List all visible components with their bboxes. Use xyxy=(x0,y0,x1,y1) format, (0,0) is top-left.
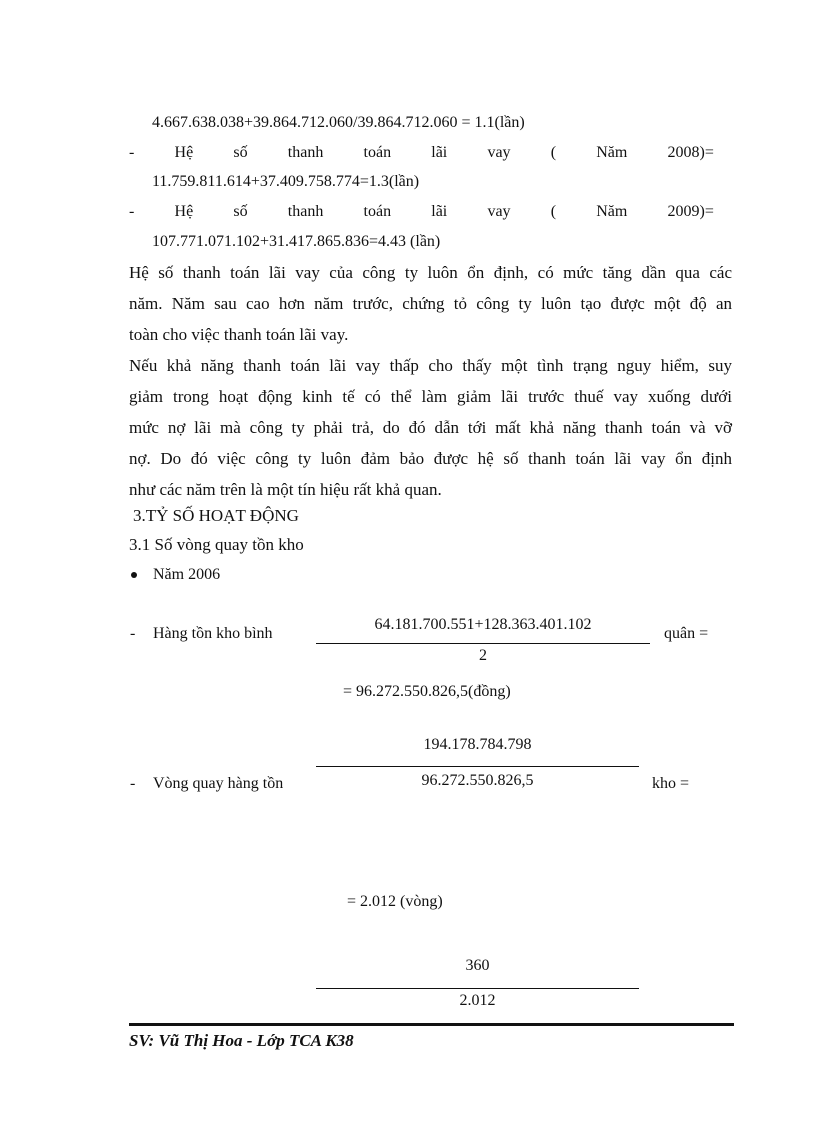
word: số xyxy=(233,144,248,161)
days-denominator: 2.012 xyxy=(459,992,496,1009)
word: thanh xyxy=(287,144,324,161)
formula-line-2009-value: 107.771.071.102+31.417.865.836=4.43 (lần) xyxy=(152,233,441,250)
paragraph-2-line-3: mức nợ lãi mà công ty phải trả, do đó dẫn tới mất khả năng thanh toán và vỡ xyxy=(129,418,732,437)
formula-line-1: 4.667.638.038+39.864.712.060/39.864.712.060 = 1.1(lần) xyxy=(152,114,525,131)
footer-text: SV: Vũ Thị Hoa - Lớp TCA K38 xyxy=(129,1031,354,1050)
bullet-text: Năm 2006 xyxy=(153,566,221,583)
word: toán xyxy=(363,144,392,161)
dash: - xyxy=(130,775,136,792)
formula-row-2009 xyxy=(129,203,714,221)
dash: - xyxy=(129,203,135,220)
word: vay xyxy=(487,203,511,220)
word: vay xyxy=(487,144,511,161)
inventory-avg-label: Hàng tồn kho bình xyxy=(153,625,273,642)
paragraph-2-line-4: nợ. Do đó việc công ty luôn đảm bảo được hệ số thanh toán lãi vay ổn định xyxy=(129,449,732,468)
fraction-bar xyxy=(316,643,650,644)
word: ( xyxy=(550,203,557,220)
inventory-avg-denominator: 2 xyxy=(479,647,487,664)
fraction-bar xyxy=(316,988,639,989)
paragraph-1-line-2: năm. Năm sau cao hơn năm trước, chứng tỏ công ty luôn tạo được một độ an xyxy=(129,294,732,313)
word: 2009)= xyxy=(667,203,714,220)
word: 2008)= xyxy=(667,144,714,161)
word: toán xyxy=(363,203,392,220)
turnover-label: Vòng quay hàng tồn xyxy=(153,775,284,792)
paragraph-1-line-3: toàn cho việc thanh toán lãi vay. xyxy=(129,325,349,344)
fraction-bar xyxy=(316,766,639,767)
word: Năm xyxy=(596,203,628,220)
turnover-result: = 2.012 (vòng) xyxy=(347,893,443,910)
dash: - xyxy=(130,625,136,642)
subsection-heading: 3.1 Số vòng quay tồn kho xyxy=(129,535,304,554)
paragraph-2-line-1: Nếu khả năng thanh toán lãi vay thấp cho thấy một tình trạng nguy hiểm, suy xyxy=(129,356,732,375)
formula-line-2008-value: 11.759.811.614+37.409.758.774=1.3(lần) xyxy=(152,173,420,190)
bullet-item xyxy=(131,566,220,584)
word: Năm xyxy=(596,144,628,161)
days-numerator: 360 xyxy=(465,957,490,974)
word: Hệ xyxy=(174,144,194,161)
paragraph-1-line-1: Hệ số thanh toán lãi vay của công ty luôn ổn định, có mức tăng dần qua các xyxy=(129,263,732,282)
bullet-icon xyxy=(131,572,137,578)
word: lãi xyxy=(431,203,448,220)
footer-divider xyxy=(129,1023,734,1026)
word: số xyxy=(233,203,248,220)
word: thanh xyxy=(287,203,324,220)
turnover-numerator: 194.178.784.798 xyxy=(423,736,532,753)
paragraph-2-line-5: như các năm trên là một tín hiệu rất khả quan. xyxy=(129,480,442,499)
formula-row-2008 xyxy=(129,144,714,162)
inventory-avg-numerator: 64.181.700.551+128.363.401.102 xyxy=(374,616,592,633)
section-heading: 3.TỶ SỐ HOẠT ĐỘNG xyxy=(133,506,299,525)
word: ( xyxy=(550,144,557,161)
word: Hệ xyxy=(174,203,194,220)
paragraph-2-line-2: giảm trong hoạt động kinh tế có thể làm giảm lãi trước thuế vay xuống dưới xyxy=(129,387,732,406)
turnover-denominator: 96.272.550.826,5 xyxy=(421,772,534,789)
dash: - xyxy=(129,144,135,161)
inventory-avg-suffix: quân = xyxy=(664,625,709,642)
inventory-avg-result: = 96.272.550.826,5(đồng) xyxy=(343,683,511,700)
turnover-suffix: kho = xyxy=(652,775,690,792)
word: lãi xyxy=(431,144,448,161)
